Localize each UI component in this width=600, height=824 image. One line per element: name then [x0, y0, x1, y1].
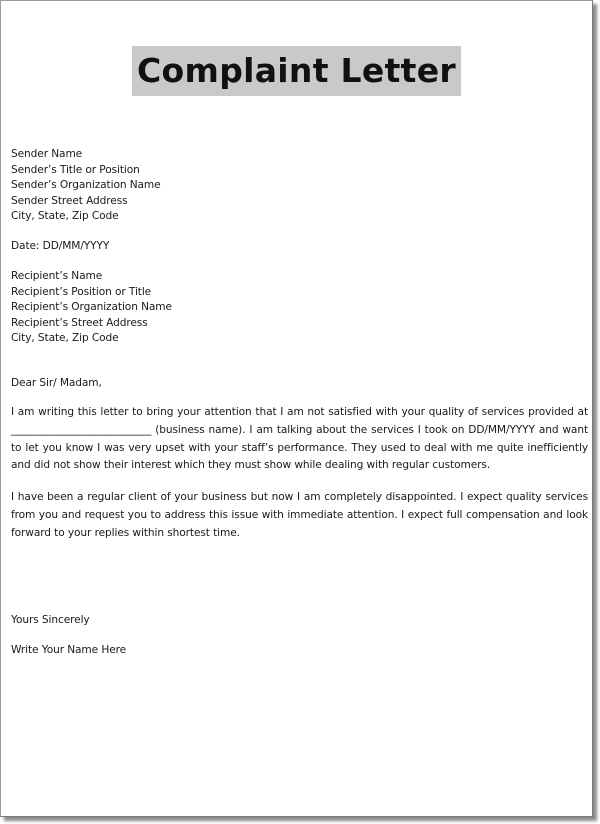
body-paragraph-2: I have been a regular client of your business but now I am completely disappointed. I expect quality services from you and request you to address this issue with immediate attention. I expect full compensation and look forward to your replies within shortest time. — [11, 491, 588, 539]
recipient-organization: Recipient’s Organization Name — [11, 301, 172, 314]
closing — [11, 613, 90, 629]
sender-address-block — [11, 147, 161, 225]
recipient-city-state-zip: City, State, Zip Code — [11, 332, 119, 345]
sender-city-state-zip: City, State, Zip Code — [11, 210, 119, 223]
recipient-position: Recipient’s Position or Title — [11, 285, 152, 298]
sender-title: Sender’s Title or Position — [11, 163, 140, 176]
recipient-street-address: Recipient’s Street Address — [11, 316, 148, 329]
closing-text: Yours Sincerely — [11, 614, 90, 626]
sender-street-address: Sender Street Address — [11, 194, 128, 207]
salutation-text: Dear Sir/ Madam, — [11, 377, 102, 389]
title-area — [1, 46, 592, 96]
recipient-address-block — [11, 269, 172, 347]
signature-text: Write Your Name Here — [11, 644, 127, 656]
sender-organization: Sender’s Organization Name — [11, 179, 161, 192]
recipient-name: Recipient’s Name — [11, 270, 103, 282]
date-text: Date: DD/MM/YYYY — [11, 240, 110, 252]
salutation — [11, 376, 102, 392]
signature-line — [11, 643, 126, 659]
body-paragraph-1: I am writing this letter to bring your attention that I am not satisfied with your quality of services provided at ___________________________ (business name). I am talking about the services I took on DD/MM/YYYY and want to let you know I was very upset with your staff’s performance. They used to deal with me quite inefficiently and did not show their interest which they must show while dealing with regular customers. — [11, 406, 588, 472]
page-title: Complaint Letter — [132, 46, 461, 96]
date-line — [11, 239, 109, 255]
sender-name: Sender Name — [11, 148, 83, 160]
